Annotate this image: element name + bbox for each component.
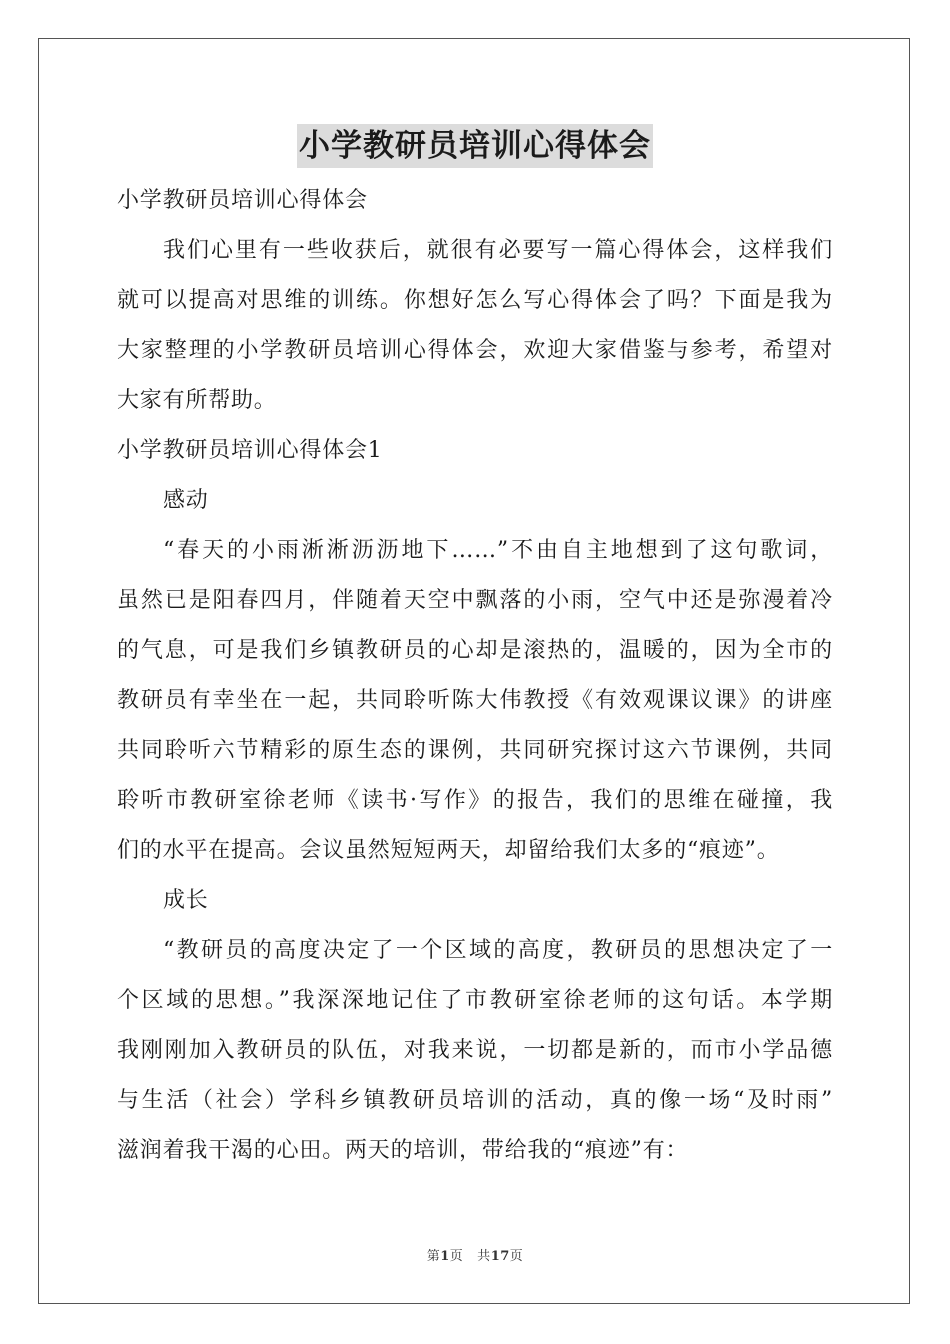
page-footer (0, 1245, 950, 1264)
title-area (0, 124, 950, 168)
footer-prefix: 第 (426, 1249, 441, 1264)
text-line: 个区域的思想。”我深深地记住了市教研室徐老师的这句话。本学期 (117, 988, 833, 1013)
text-line: 聆听市教研室徐老师《读书·写作》的报告，我们的思维在碰撞，我 (117, 788, 833, 813)
text-line: 滋润着我干渴的心田。两天的培训，带给我的“痕迹”有： (117, 1138, 689, 1163)
text-line: 感动 (163, 488, 209, 513)
text-line: 与生活（社会）学科乡镇教研员培训的活动，真的像一场“及时雨” (117, 1088, 833, 1113)
text-line: 就可以提高对思维的训练。你想好怎么写心得体会了吗？下面是我为 (117, 288, 833, 313)
text-line: 们的水平在提高。会议虽然短短两天，却留给我们太多的“痕迹”。 (117, 838, 780, 863)
footer-current-page: 1 (440, 1249, 450, 1264)
text-line: 虽然已是阳春四月，伴随着天空中飘落的小雨，空气中还是弥漫着冷 (117, 588, 833, 613)
footer-total-suffix: 页 (509, 1249, 524, 1264)
footer-total-pages: 17 (490, 1249, 510, 1264)
text-line: 小学教研员培训心得体会 (117, 188, 368, 213)
text-line: 教研员有幸坐在一起，共同聆听陈大伟教授《有效观课议课》的讲座 (117, 688, 833, 713)
text-line: 的气息，可是我们乡镇教研员的心却是滚热的，温暖的，因为全市的 (117, 638, 833, 663)
document-title: 小学教研员培训心得体会 (297, 124, 653, 168)
footer-page-word: 页 (449, 1249, 464, 1264)
footer-total-prefix: 共 (477, 1249, 491, 1264)
text-line: 我刚刚加入教研员的队伍，对我来说，一切都是新的，而市小学品德 (117, 1038, 833, 1063)
text-line: 我们心里有一些收获后，就很有必要写一篇心得体会，这样我们 (163, 238, 833, 263)
document-body (117, 176, 833, 1176)
text-line: 成长 (163, 888, 209, 913)
text-line: 小学教研员培训心得体会1 (117, 438, 383, 463)
text-line: 大家有所帮助。 (117, 388, 277, 413)
text-line: “教研员的高度决定了一个区域的高度，教研员的思想决定了一 (163, 938, 833, 963)
text-line: 共同聆听六节精彩的原生态的课例，共同研究探讨这六节课例，共同 (117, 738, 833, 763)
text-line: 大家整理的小学教研员培训心得体会，欢迎大家借鉴与参考，希望对 (117, 338, 833, 363)
text-line: “春天的小雨淅淅沥沥地下……”不由自主地想到了这句歌词， (163, 538, 833, 563)
